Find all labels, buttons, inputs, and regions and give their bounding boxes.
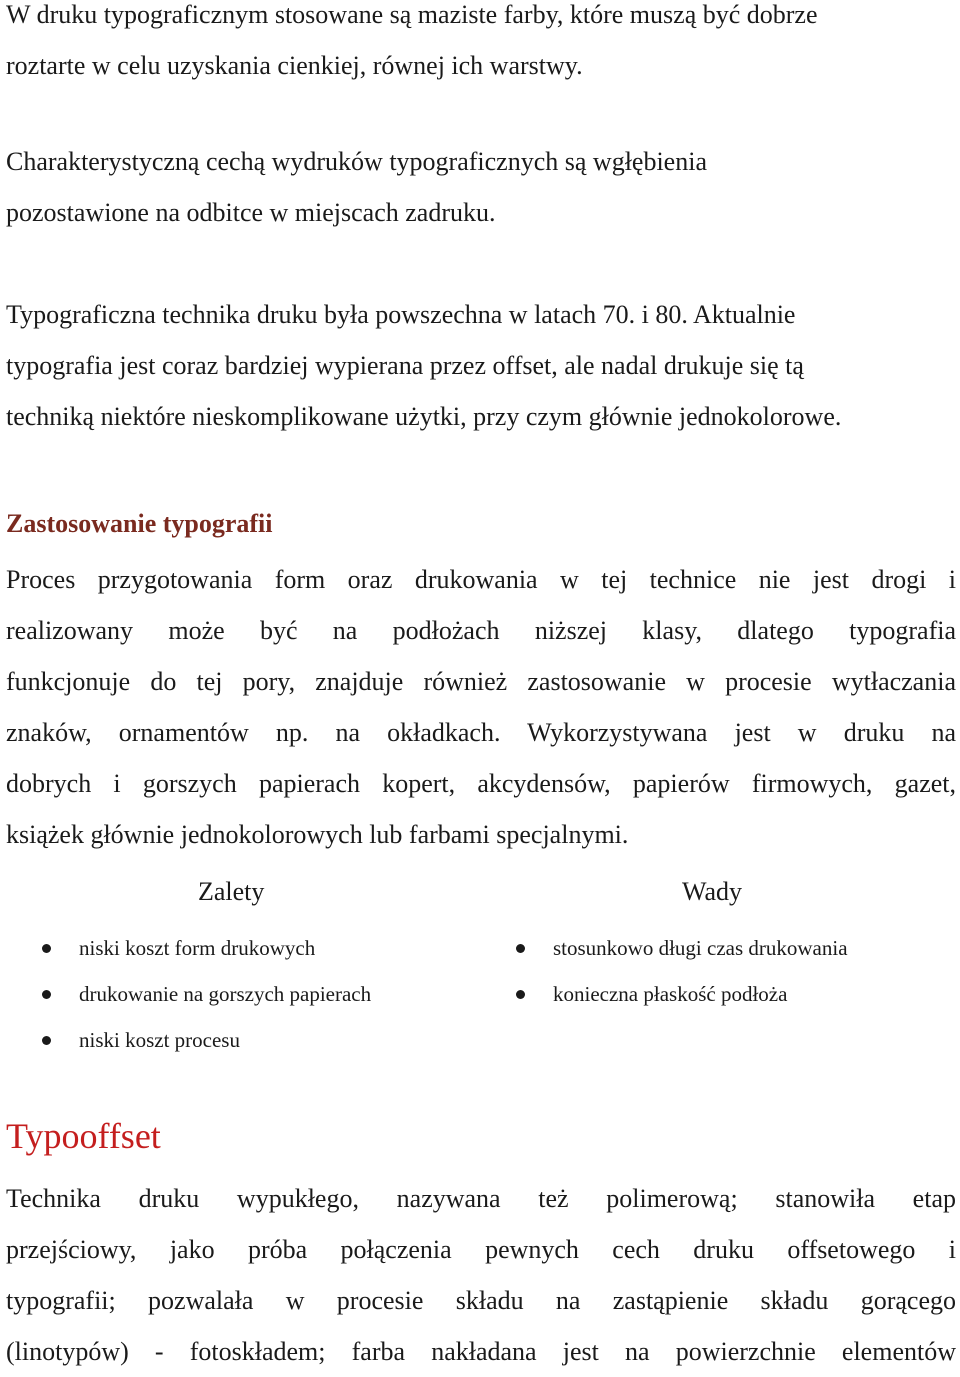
list-item — [480, 925, 848, 971]
paragraph-typooffset — [6, 1173, 956, 1377]
text-line: W druku typograficznym stosowane są maziste farby, które muszą być dobrze — [6, 0, 818, 29]
text-line: funkcjonuje do tej pory, znajduje również zastosowanie w procesie wytłaczania — [6, 667, 956, 696]
list-item — [6, 925, 371, 971]
paragraph-history — [6, 289, 956, 442]
bullet-icon — [42, 944, 51, 953]
text-line: Technika druku wypukłego, nazywana też polimerową; stanowiła etap — [6, 1184, 956, 1213]
list-item — [480, 971, 848, 1017]
bullet-icon — [42, 990, 51, 999]
paragraph-characteristics — [6, 136, 956, 238]
text-line: realizowany może być na podłożach niższej klasy, dlatego typografia — [6, 616, 956, 645]
text-line: Proces przygotowania form oraz drukowania w tej technice nie jest drogi i — [6, 565, 956, 594]
list-item-text: drukowanie na gorszych papierach — [79, 982, 372, 1006]
list-item-text: konieczna płaskość podłoża — [553, 982, 788, 1006]
text-line: pozostawione na odbitce w miejscach zadruku. — [6, 198, 496, 227]
text-line: (linotypów) - fotoskładem; farba nakładana jest na powierzchnie elementów — [6, 1337, 956, 1366]
bullet-icon — [516, 990, 525, 999]
paragraph-ink — [6, 0, 956, 91]
cons-title: Wady — [682, 877, 742, 906]
pros-list — [6, 925, 371, 1063]
list-item — [6, 1017, 371, 1063]
text-line: znaków, ornamentów np. na okładkach. Wykorzystywana jest w druku na — [6, 718, 956, 747]
cons-list — [480, 925, 848, 1017]
text-line: roztarte w celu uzyskania cienkiej, równej ich warstwy. — [6, 51, 583, 80]
bullet-icon — [516, 944, 525, 953]
paragraph-zastosowanie — [6, 554, 956, 860]
list-item — [6, 971, 371, 1017]
section-heading-typooffset: Typooffset — [6, 1116, 161, 1156]
text-line: Charakterystyczną cechą wydruków typograficznych są wgłębienia — [6, 147, 707, 176]
section-heading-zastosowanie: Zastosowanie typografii — [6, 509, 273, 538]
text-line: przejściowy, jako próba połączenia pewnych cech druku offsetowego i — [6, 1235, 956, 1264]
text-line: techniką niektóre nieskomplikowane użytki, przy czym głównie jednokolorowe. — [6, 402, 842, 431]
bullet-icon — [42, 1036, 51, 1045]
pros-title: Zalety — [198, 877, 265, 906]
text-line: dobrych i gorszych papierach kopert, akcydensów, papierów firmowych, gazet, — [6, 769, 956, 798]
text-line: Typograficzna technika druku była powszechna w latach 70. i 80. Aktualnie — [6, 300, 796, 329]
list-item-text: stosunkowo długi czas drukowania — [553, 936, 848, 960]
text-line: typografia jest coraz bardziej wypierana przez offset, ale nadal drukuje się tą — [6, 351, 804, 380]
list-item-text: niski koszt form drukowych — [79, 936, 316, 960]
list-item-text: niski koszt procesu — [79, 1028, 240, 1052]
text-line: typografii; pozwalała w procesie składu na zastąpienie składu gorącego — [6, 1286, 956, 1315]
text-line: książek głównie jednokolorowych lub farbami specjalnymi. — [6, 820, 629, 849]
